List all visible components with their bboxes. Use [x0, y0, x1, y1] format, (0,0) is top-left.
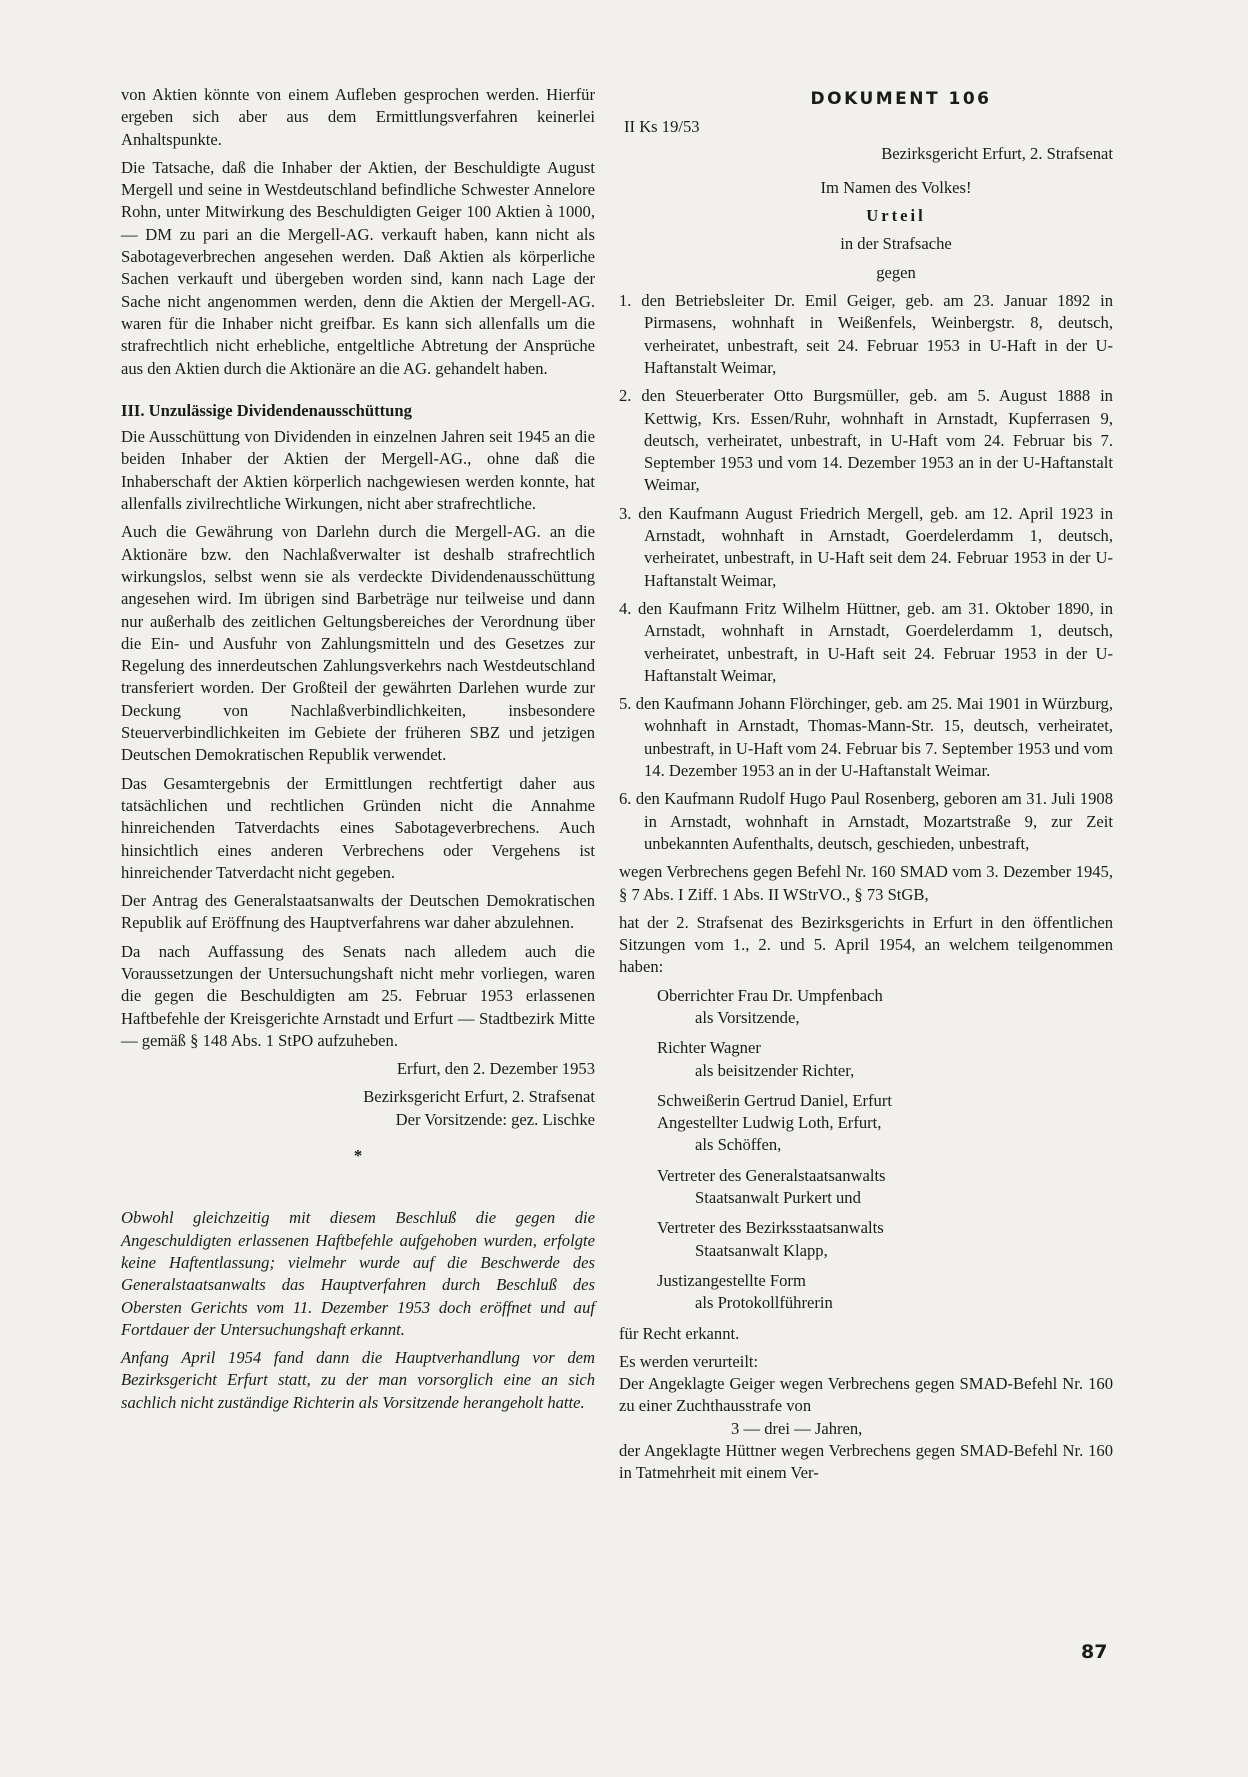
case-number: II Ks 19/53: [624, 117, 700, 137]
defendant-item: 4. den Kaufmann Fritz Wilhelm Hüttner, geb. am 31. Oktober 1890, in Arnstadt, wohnhaft in Arnstadt, Goerdelerdamm 1, deutsch, verheiratet, unbestraft, in U-Haft seit 24. Februar 1953 in der U-Haftanstalt Weimar,: [619, 598, 1113, 685]
sentence-paragraph: der Angeklagte Hüttner wegen Verbrechens gegen SMAD-Befehl Nr. 160 in Tatmehrheit mit einem Ver-: [619, 1441, 1113, 1483]
court-line: Bezirksgericht Erfurt, 2. Strafsenat: [363, 1087, 595, 1107]
paragraph: Die Ausschüttung von Dividenden in einzelnen Jahren seit 1945 an die beiden Inhaber der Aktien der Mergell-AG., ohne daß die Inhaberschaft der Aktien körperlich nachgewiesen werden konnte, hat allenfalls zivilrechtliche Wirkungen, nicht aber strafrechtliche.: [121, 427, 595, 514]
editorial-note: Anfang April 1954 fand dann die Hauptverhandlung vor dem Bezirksgericht Erfurt statt, zu der man vorsorglich eine an sich sachlich nicht zuständige Richterin als Vorsitzende herangeholt hatte.: [121, 1348, 595, 1412]
bench-entry: Vertreter des Bezirksstaatsanwalts Staatsanwalt Klapp,: [657, 1218, 884, 1260]
paragraph: Auch die Gewährung von Darlehn durch die Mergell-AG. an die Aktionäre bzw. den Nachlaßverwalter ist deshalb strafrechtlich wirkungslos, selbst wenn sie als verdeckte Dividendenausschüttung angesehen wird. Im übrigen sind Barbeträge nur teilweise und dann nur außerhalb des zeitlichen Geltungsbereiches der Verordnung über die Ein- und Ausfuhr von Zahlungsmitteln und des Gesetzes zur Regelung des innerdeutschen Zahlungsverkehrs nach Westdeutschland transferiert worden. Der Großteil der gewährten Darlehen wurde zur Deckung von Nachlaßverbindlichkeiten, insbesondere Steuerverbindlichkeiten im Gebiete der früheren SBZ und jetzigen Deutschen Demokratischen Republik verwendet.: [121, 522, 595, 765]
session-paragraph: hat der 2. Strafsenat des Bezirksgerichts in Erfurt in den öffentlichen Sitzungen vom 1., 2. und 5. April 1954, an welchem teilgenommen haben:: [619, 912, 1113, 977]
section-heading: III. Unzulässige Dividendenausschüttung: [121, 400, 412, 420]
right-column: [619, 84, 1113, 1491]
paragraph: Da nach Auffassung des Senats nach alledem auch die Voraussetzungen der Untersuchungshaft nicht mehr vorliegen, waren die gegen die Beschuldigten am 25. Februar 1953 erlassenen Haftbefehle der Kreisgerichte Arnstadt und Erfurt — Stadtbezirk Mitte — gemäß § 148 Abs. 1 StPO aufzuheben.: [121, 941, 595, 1050]
date-line: Erfurt, den 2. Dezember 1953: [396, 1059, 595, 1079]
editorial-note: Obwohl gleichzeitig mit diesem Beschluß die gegen die Angeschuldigten erlassenen Haftbefehle aufgehoben wurden, erfolgte keine Haftentlassung; vielmehr wurde auf die Beschwerde des Generalstaatsanwalts das Hauptverfahren durch Beschluß des Obersten Gerichts vom 11. Dezember 1953 doch eröffnet und auf Fortdauer der Untersuchungshaft erkannt.: [121, 1208, 595, 1339]
signature-line: Der Vorsitzende: gez. Lischke: [395, 1109, 595, 1129]
sentence-paragraph: Der Angeklagte Geiger wegen Verbrechens gegen SMAD-Befehl Nr. 160 zu einer Zuchthausstrafe von: [619, 1374, 1113, 1416]
verdict-title: Urteil: [866, 206, 926, 226]
bench-entry: Richter Wagner als beisitzender Richter,: [657, 1038, 855, 1080]
page-number: 87: [1081, 1641, 1108, 1663]
paragraph: Der Antrag des Generalstaatsanwalts der Deutschen Demokratischen Republik auf Eröffnung des Hauptverfahrens war daher abzulehnen.: [121, 891, 595, 933]
defendant-item: 1. den Betriebsleiter Dr. Emil Geiger, geb. am 23. Januar 1892 in Pirmasens, wohnhaft in Weißenfels, Weinbergstr. 8, deutsch, verheiratet, unbestraft, seit 24. Februar 1953 in U-Haft in der U-Haftanstalt Weimar,: [619, 291, 1113, 377]
bench-entry: Vertreter des Generalstaatsanwalts Staatsanwalt Purkert und: [657, 1165, 886, 1208]
court-name: Bezirksgericht Erfurt, 2. Strafsenat: [881, 143, 1113, 163]
sentence-term: 3 — drei — Jahren,: [731, 1418, 863, 1438]
defendant-item: 5. den Kaufmann Johann Flörchinger, geb. am 25. Mai 1901 in Würzburg, wohnhaft in Arnstadt, Thomas-Mann-Str. 15, deutsch, verheiratet, unbestraft, in U-Haft vom 24. Februar bis 7. September 1953 und vom 14. Dezember 1953 an in der U-Haftanstalt Weimar.: [619, 694, 1113, 781]
charge-paragraph: wegen Verbrechens gegen Befehl Nr. 160 SMAD vom 3. Dezember 1945, § 7 Abs. I Ziff. 1 Abs. II WStrVO., § 73 StGB,: [619, 862, 1113, 904]
verdict-formula: für Recht erkannt.: [619, 1323, 740, 1343]
in-the-name-of-the-people: Im Namen des Volkes!: [820, 177, 972, 197]
bench-entry: Justizangestellte Form als Protokollführerin: [657, 1270, 833, 1313]
separator-asterisk: *: [353, 1146, 363, 1166]
against-label: gegen: [876, 262, 916, 282]
defendant-item: 2. den Steuerberater Otto Burgsmüller, geb. am 5. August 1888 in Kettwig, Krs. Essen/Ruhr, wohnhaft in Arnstadt, Kupferrasen 9, deutsch, verheiratet, unbestraft, in U-Haft vom 24. Februar bis 7. September 1953 und vom 14. Dezember 1953 an in der U-Haftanstalt Weimar,: [619, 386, 1113, 495]
bench-entry: Oberrichter Frau Dr. Umpfenbach als Vorsitzende,: [657, 985, 883, 1027]
sentenced-heading: Es werden verurteilt:: [619, 1351, 759, 1371]
paragraph: Das Gesamtergebnis der Ermittlungen rechtfertigt daher aus tatsächlichen und rechtlichen Gründen nicht die Annahme hinreichenden Tatverdachts eines Sabotageverbrechens. Auch hinsichtlich eines anderen Verbrechens oder Vergehens ist hinreichender Tatverdacht nicht gegeben.: [121, 773, 595, 882]
case-subtitle: in der Strafsache: [840, 234, 952, 254]
document-heading: DOKUMENT 106: [810, 89, 992, 109]
bench-entry: Schweißerin Gertrud Daniel, Erfurt Angestellter Ludwig Loth, Erfurt, als Schöffen,: [657, 1090, 892, 1155]
bench-list: [657, 985, 1113, 1315]
left-column: [121, 84, 595, 1420]
paragraph: Die Tatsache, daß die Inhaber der Aktien, der Beschuldigte August Mergell und seine in Westdeutschland befindliche Schwester Annelore Rohn, unter Mitwirkung des Beschuldigten Geiger 100 Aktien à 1000,— DM zu pari an die Mergell-AG. verkauft haben, kann nicht als Sabotageverbrechen angesehen werden. Daß Aktien als körperliche Sachen verkauft und übergeben worden sind, kann nach Lage der Sache nicht angenommen werden, denn die Aktien der Mergell-AG. waren für die Inhaber nicht greifbar. Es kann sich allenfalls um die strafrechtlich nicht erhebliche, entgeltliche Abtretung der Ansprüche aus den Aktien durch die Aktionäre an die AG. gehandelt haben.: [121, 157, 595, 378]
defendant-item: 6. den Kaufmann Rudolf Hugo Paul Rosenberg, geboren am 31. Juli 1908 in Arnstadt, wohnhaft in Arnstadt, Mozartstraße 9, zur Zeit unbekannten Aufenthalts, deutsch, geschieden, unbestraft,: [619, 789, 1113, 853]
defendant-item: 3. den Kaufmann August Friedrich Mergell, geb. am 12. April 1923 in Arnstadt, wohnhaft in Arnstadt, Goerdelerdamm 1, deutsch, verheiratet, unbestraft, in U-Haft seit dem 24. Februar 1953 in der U-Haftanstalt Weimar,: [619, 503, 1113, 590]
paragraph: von Aktien könnte von einem Aufleben gesprochen werden. Hierfür ergeben sich aber aus dem Ermittlungsverfahren keinerlei Anhaltspunkte.: [121, 85, 595, 149]
